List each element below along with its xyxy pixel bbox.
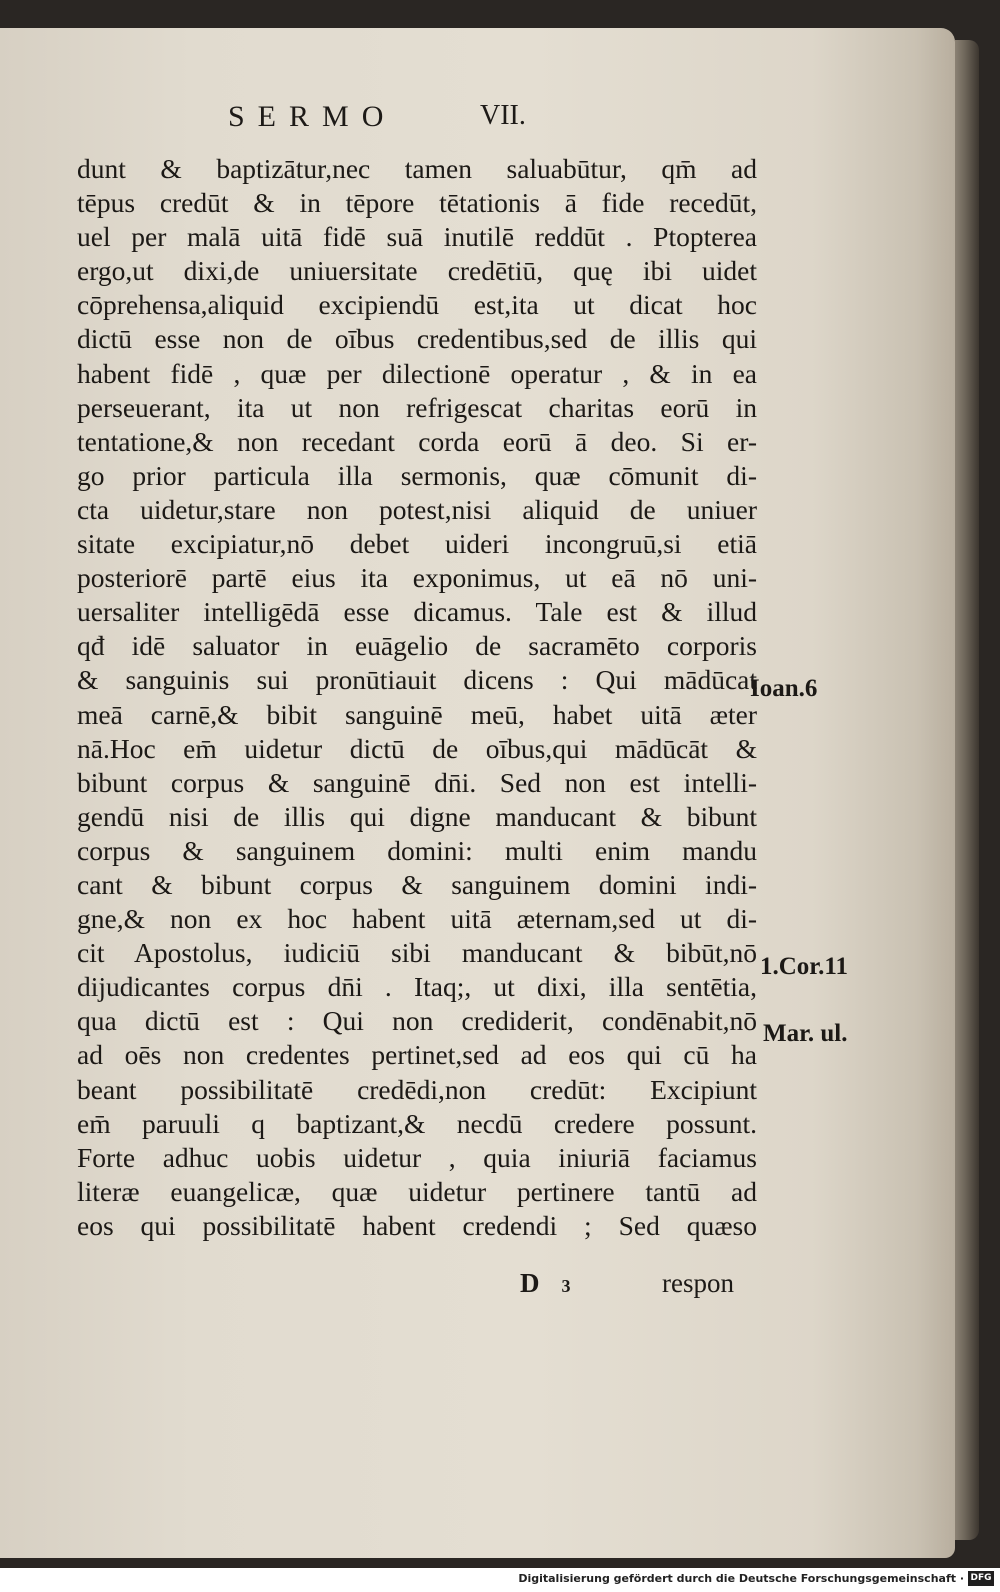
text-line: em̄ paruuli q baptizant,& necdū credere possunt. [77,1107,757,1139]
text-line: sitate excipiatur,nō debet uideri incongruū,si etiā [77,528,757,560]
text-line: bibunt corpus & sanguinē dn̄i. Sed non est intelli- [77,766,757,798]
credit-bar [0,1568,1000,1592]
credit-text: Digitalisierung gefördert durch die Deutsche Forschungsgemeinschaft · [518,1572,964,1585]
text-line: & sanguinis sui pronūtiauit dicens : Qui mādūcat [77,664,757,696]
text-line: eos qui possibilitatē habent credendi ; Sed quæso [77,1209,757,1241]
text-line: Forte adhuc uobis uidetur , quia iniuriā faciamus [77,1141,757,1173]
running-title: SERMO [228,100,397,133]
text-line: uel per malā uitā fidē suā inutilē reddūt . Ptopterea [77,221,757,253]
text-line: meā carnē,& bibit sanguinē meū, habet uitā æter [77,698,757,730]
text-line: beant possibilitatē credēdi,non credūt: Excipiunt [77,1073,757,1105]
text-line: dijudicantes corpus dn̄i . Itaq;, ut dixi, illa sentētia, [77,971,757,1003]
page-edge-shadow [955,40,979,1540]
signature-letter: D [520,1268,540,1298]
running-header [0,100,1000,140]
text-line: dictū esse non de oībus credentibus,sed de illis qui [77,323,757,355]
text-line: literæ euangelicæ, quæ uidetur pertinere tantū ad [77,1175,757,1207]
text-line: perseuerant, ita ut non refrigescat charitas eorū in [77,391,757,423]
text-line: tentatione,& non recedant corda eorū ā deo. Si er- [77,425,757,457]
catchword: respon [662,1268,734,1298]
text-line: go prior particula illa sermonis, quæ cōmunit di- [77,459,757,491]
text-line: dunt & baptizātur,nec tamen saluabūtur, qm̄ ad [77,153,757,184]
text-line: cta uidetur,stare non potest,nisi aliquid de uniuer [77,493,757,525]
text-line: habent fidē , quæ per dilectionē operatur , & in ea [77,357,757,389]
text-line: cant & bibunt corpus & sanguinem domini indi- [77,868,757,900]
text-line: nā.Hoc em̄ uidetur dictū de oībus,qui mādūcāt & [77,732,757,764]
marginal-note-ioan: Ioan.6 [750,675,818,702]
dfg-logo: DFG [968,1571,994,1586]
marginal-note-mar: Mar. ul. [763,1020,848,1047]
text-line: gendū nisi de illis qui digne manducant & bibunt [77,800,757,832]
text-line: uersaliter intelligēdā esse dicamus. Tale est & illud [77,596,757,628]
text-line: qua dictū est : Qui non crediderit, condēnabit,nō [77,1005,757,1037]
signature-number: 3 [561,1276,571,1296]
marginal-note-cor: 1.Cor.11 [760,953,848,980]
signature-mark [520,1268,571,1299]
text-line: tēpus credūt & in tēpore tētationis ā fide recedūt, [77,187,757,219]
text-line: qđ idē saluator in euāgelio de sacramēto corporis [77,630,757,662]
text-line: posteriorē partē eius ita exponimus, ut eā nō uni- [77,562,757,594]
text-line: ad oēs non credentes pertinet,sed ad eos qui cū ha [77,1039,757,1071]
body-text [77,152,757,1243]
folio-number: VII. [480,100,526,131]
text-line: corpus & sanguinem domini: multi enim mandu [77,834,757,866]
text-line: cit Apostolus, iudiciū sibi manducant & bibūt,nō [77,937,757,969]
text-line: ergo,ut dixi,de uniuersitate credētiū, quę ibi uidet [77,255,757,287]
text-line: cōprehensa,aliquid excipiendū est,ita ut dicat hoc [77,289,757,321]
text-line: gne,& non ex hoc habent uitā æternam,sed ut di- [77,903,757,935]
